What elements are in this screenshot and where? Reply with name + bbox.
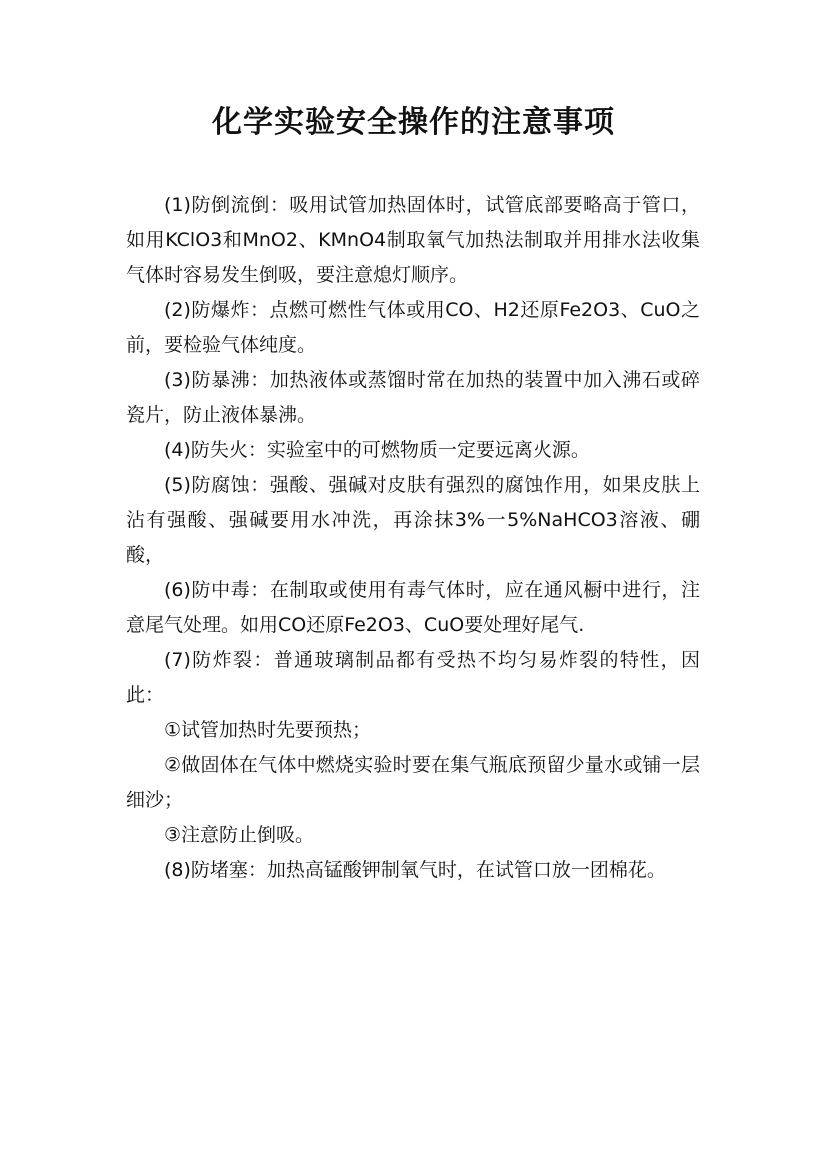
paragraph-prevent-poisoning: (6)防中毒：在制取或使用有毒气体时，应在通风橱中进行，注意尾气处理。如用CO还原Fe2O3、CuO要处理好尾气. [126, 579, 700, 636]
paragraph-prevent-fire: (4)防失火：实验室中的可燃物质一定要远离火源。 [164, 439, 590, 461]
paragraph-prevent-cracking: (7)防炸裂：普通玻璃制品都有受热不均匀易炸裂的特性，因此： [126, 649, 700, 706]
document-title: 化学实验安全操作的注意事项 [212, 105, 615, 140]
list-item-prevent-suckback: ③注意防止倒吸。 [164, 824, 315, 846]
paragraph-prevent-backflow: (1)防倒流倒：吸用试管加热固体时，试管底部要略高于管口，如用KClO3和MnO2、KMnO4制取氧气加热法制取并用排水法收集气体时容易发生倒吸，要注意熄灯顺序。 [126, 194, 700, 286]
document-body [126, 188, 700, 888]
paragraph-prevent-bumping: (3)防暴沸：加热液体或蒸馏时常在加热的装置中加入沸石或碎瓷片，防止液体暴沸。 [126, 369, 700, 426]
paragraph-prevent-clogging: (8)防堵塞：加热高锰酸钾制氧气时，在试管口放一团棉花。 [164, 859, 666, 881]
paragraph-prevent-corrosion: (5)防腐蚀：强酸、强碱对皮肤有强烈的腐蚀作用，如果皮肤上沾有强酸、强碱要用水冲洗，再涂抹3%一5%NaHCO3溶液、硼酸， [126, 474, 700, 566]
list-item-preheat: ①试管加热时先要预热； [164, 719, 372, 741]
paragraph-prevent-explosion: (2)防爆炸：点燃可燃性气体或用CO、H2还原Fe2O3、CuO之前，要检验气体纯度。 [126, 299, 700, 356]
list-item-water-sand: ②做固体在气体中燃烧实验时要在集气瓶底预留少量水或铺一层细沙； [126, 754, 700, 811]
